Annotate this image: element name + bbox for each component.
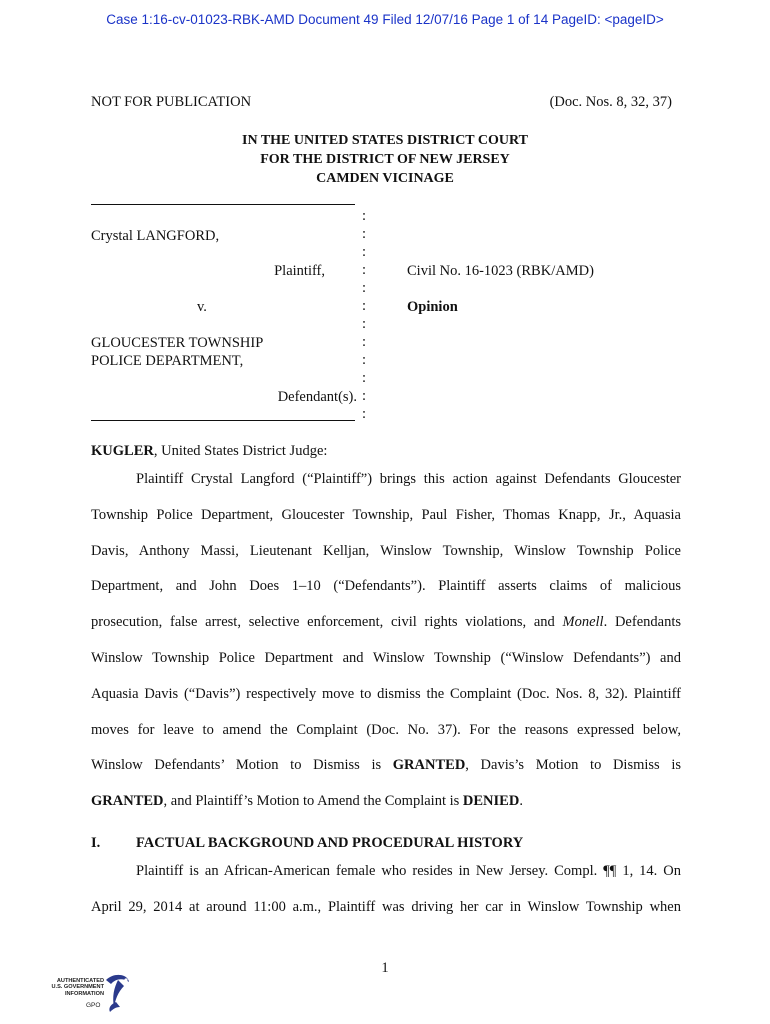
paragraph-line: Winslow Defendants’ Motion to Dismiss is GRANTED, Davis’s Motion to Dismiss is bbox=[91, 757, 681, 774]
ruling-granted: GRANTED bbox=[392, 757, 466, 774]
caption-colon: : bbox=[361, 388, 367, 404]
caption-colon: : bbox=[361, 226, 367, 242]
defendant-name-line-2: POLICE DEPARTMENT, bbox=[91, 353, 244, 369]
paragraph-line: Aquasia Davis (“Davis”) respectively move to dismiss the Complaint (Doc. Nos. 8, 32). Plaintiff bbox=[91, 685, 681, 702]
page-number: 1 bbox=[381, 960, 389, 976]
court-line-3: CAMDEN VICINAGE bbox=[316, 171, 454, 186]
caption-colon: : bbox=[361, 244, 367, 260]
document-type: Opinion bbox=[407, 299, 458, 315]
eagle-icon bbox=[102, 972, 132, 1016]
paragraph-line: prosecution, false arrest, selective enforcement, civil rights violations, and Monell. Defendants bbox=[91, 614, 681, 631]
monell-case-name: Monell bbox=[562, 614, 604, 631]
caption-colon: : bbox=[361, 334, 367, 350]
plaintiff-name: Crystal LANGFORD, bbox=[91, 228, 220, 244]
doc-numbers: (Doc. Nos. 8, 32, 37) bbox=[549, 94, 672, 110]
section-title: FACTUAL BACKGROUND AND PROCEDURAL HISTORY bbox=[136, 835, 524, 851]
civil-number: Civil No. 16-1023 (RBK/AMD) bbox=[407, 263, 594, 279]
defendant-name-line-1: GLOUCESTER TOWNSHIP bbox=[91, 335, 264, 351]
caption-colon: : bbox=[361, 316, 367, 332]
caption-colon: : bbox=[361, 280, 367, 296]
caption-colon: : bbox=[361, 262, 367, 278]
paragraph-line: Plaintiff is an African-American female who resides in New Jersey. Compl. ¶¶ 1, 14. On bbox=[136, 863, 681, 879]
caption-bottom-rule bbox=[91, 420, 355, 421]
not-for-publication: NOT FOR PUBLICATION bbox=[91, 94, 252, 110]
versus: v. bbox=[197, 299, 207, 315]
court-line-2: FOR THE DISTRICT OF NEW JERSEY bbox=[260, 152, 510, 167]
paragraph-line: Department, and John Does 1–10 (“Defendants”). Plaintiff asserts claims of malicious bbox=[91, 578, 681, 595]
paragraph-line: Winslow Township Police Department and Winslow Township (“Winslow Defendants”) and bbox=[91, 649, 681, 666]
judge-line bbox=[91, 443, 327, 460]
caption-colon: : bbox=[361, 352, 367, 368]
court-line-1: IN THE UNITED STATES DISTRICT COURT bbox=[242, 133, 528, 148]
gpo-seal-text: AUTHENTICATED U.S. GOVERNMENT INFORMATION bbox=[51, 978, 104, 997]
plaintiff-role: Plaintiff, bbox=[274, 263, 325, 279]
judge-title: , United States District Judge: bbox=[153, 443, 328, 459]
judge-name: KUGLER bbox=[91, 443, 154, 459]
paragraph-line: Township Police Department, Gloucester Township, Paul Fisher, Thomas Knapp, Jr., Aquasia bbox=[91, 506, 681, 523]
caption-colon: : bbox=[361, 208, 367, 224]
paragraph-line: Plaintiff Crystal Langford (“Plaintiff”) brings this action against Defendants Gloucester bbox=[136, 471, 681, 487]
ruling-granted: GRANTED bbox=[91, 793, 164, 810]
gpo-label: GPO bbox=[86, 1002, 101, 1009]
ruling-denied: DENIED bbox=[462, 793, 520, 810]
defendant-role: Defendant(s). bbox=[277, 389, 357, 405]
caption-colon: : bbox=[361, 298, 367, 314]
paragraph-line: moves for leave to amend the Complaint (Doc. No. 37). For the reasons expressed below, bbox=[91, 721, 681, 738]
paragraph-line: Davis, Anthony Massi, Lieutenant Kelljan, Winslow Township, Winslow Township Police bbox=[91, 542, 681, 559]
case-header: Case 1:16-cv-01023-RBK-AMD Document 49 Filed 12/07/16 Page 1 of 14 PageID: <pageID> bbox=[106, 12, 664, 27]
gpo-authentication-seal bbox=[40, 972, 140, 1016]
caption-colon: : bbox=[361, 406, 367, 422]
section-number: I. bbox=[91, 835, 101, 851]
opening-paragraph bbox=[91, 462, 681, 820]
background-paragraph bbox=[91, 854, 681, 926]
paragraph-line: April 29, 2014 at around 11:00 a.m., Plaintiff was driving her car in Winslow Township when bbox=[91, 898, 681, 915]
paragraph-line: GRANTED, and Plaintiff’s Motion to Amend the Complaint is DENIED. bbox=[91, 793, 523, 810]
caption-top-rule bbox=[91, 204, 355, 205]
caption-colon: : bbox=[361, 370, 367, 386]
